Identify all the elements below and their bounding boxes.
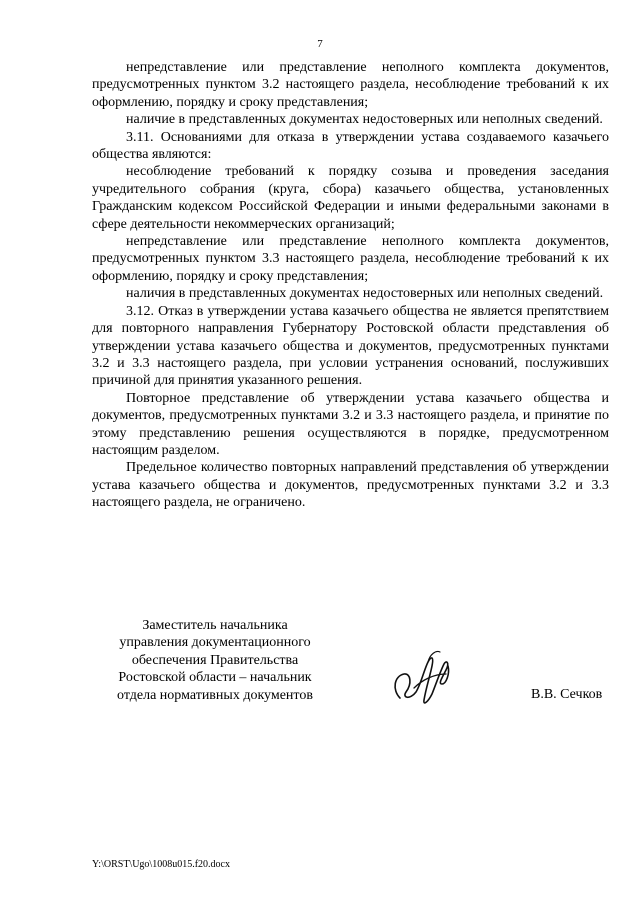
signatory-title-line: Заместитель начальника xyxy=(142,618,288,633)
paragraph: несоблюдение требований к порядку созыва и проведения заседания учредительного собрания (круга, сбора) казачьего общества, установленных Гражданским кодексом Российской Федерации и иными федеральными законами в сфере деятельности некоммерческих организаций; xyxy=(92,164,609,232)
signatory-title-line: обеспечения Правительства xyxy=(131,652,299,668)
signatory-title xyxy=(105,617,325,704)
paragraph: Предельное количество повторных направлений представления об утверждении устава казачьего общества и документов, предусмотренных пунктами 3.2 и 3.3 настоящего раздела, не ограничено. xyxy=(92,460,609,511)
paragraph: Повторное представление об утверждении устава казачьего общества и документов, предусмотренных пунктами 3.2 и 3.3 настоящего раздела, и принятие по этому представлению решения осуществляются в порядке, предусмотренном настоящим разделом. xyxy=(92,390,609,458)
handwritten-signature xyxy=(384,640,464,720)
paragraph: 3.11. Основаниями для отказа в утверждении устава создаваемого казачьего общества являются: xyxy=(92,129,609,163)
document-body xyxy=(92,59,609,512)
paragraph: наличия в представленных документах недостоверных или неполных сведений. xyxy=(126,286,604,302)
signatory-title-line: управления документационного xyxy=(119,635,311,651)
paragraph: 3.12. Отказ в утверждении устава казачьего общества не является препятствием для повторного направления Губернатору Ростовской области представления об утверждении устава казачьего общества и документов, предусмотренных пунктами 3.2 и 3.3 настоящего раздела, при условии устранения оснований, послуживших причиной для принятия указанного решения. xyxy=(92,303,609,389)
signatory-name: В.В. Сечков xyxy=(531,687,603,702)
paragraph: непредставление или представление неполного комплекта документов, предусмотренных пунктом 3.2 настоящего раздела, несоблюдение требований к их оформлению, порядку и сроку представления; xyxy=(92,60,609,110)
paragraph: наличие в представленных документах недостоверных или неполных сведений. xyxy=(126,112,603,128)
signatory-title-line: отдела нормативных документов xyxy=(117,687,313,703)
paragraph: непредставление или представление неполного комплекта документов, предусмотренных пунктом 3.3 настоящего раздела, несоблюдение требований к их оформлению, порядку и сроку представления; xyxy=(92,234,609,284)
file-path-footer: Y:\ORST\Ugo\1008u015.f20.docx xyxy=(92,859,230,870)
page-number: 7 xyxy=(317,38,323,50)
signatory-title-line: Ростовской области – начальник xyxy=(118,670,312,686)
